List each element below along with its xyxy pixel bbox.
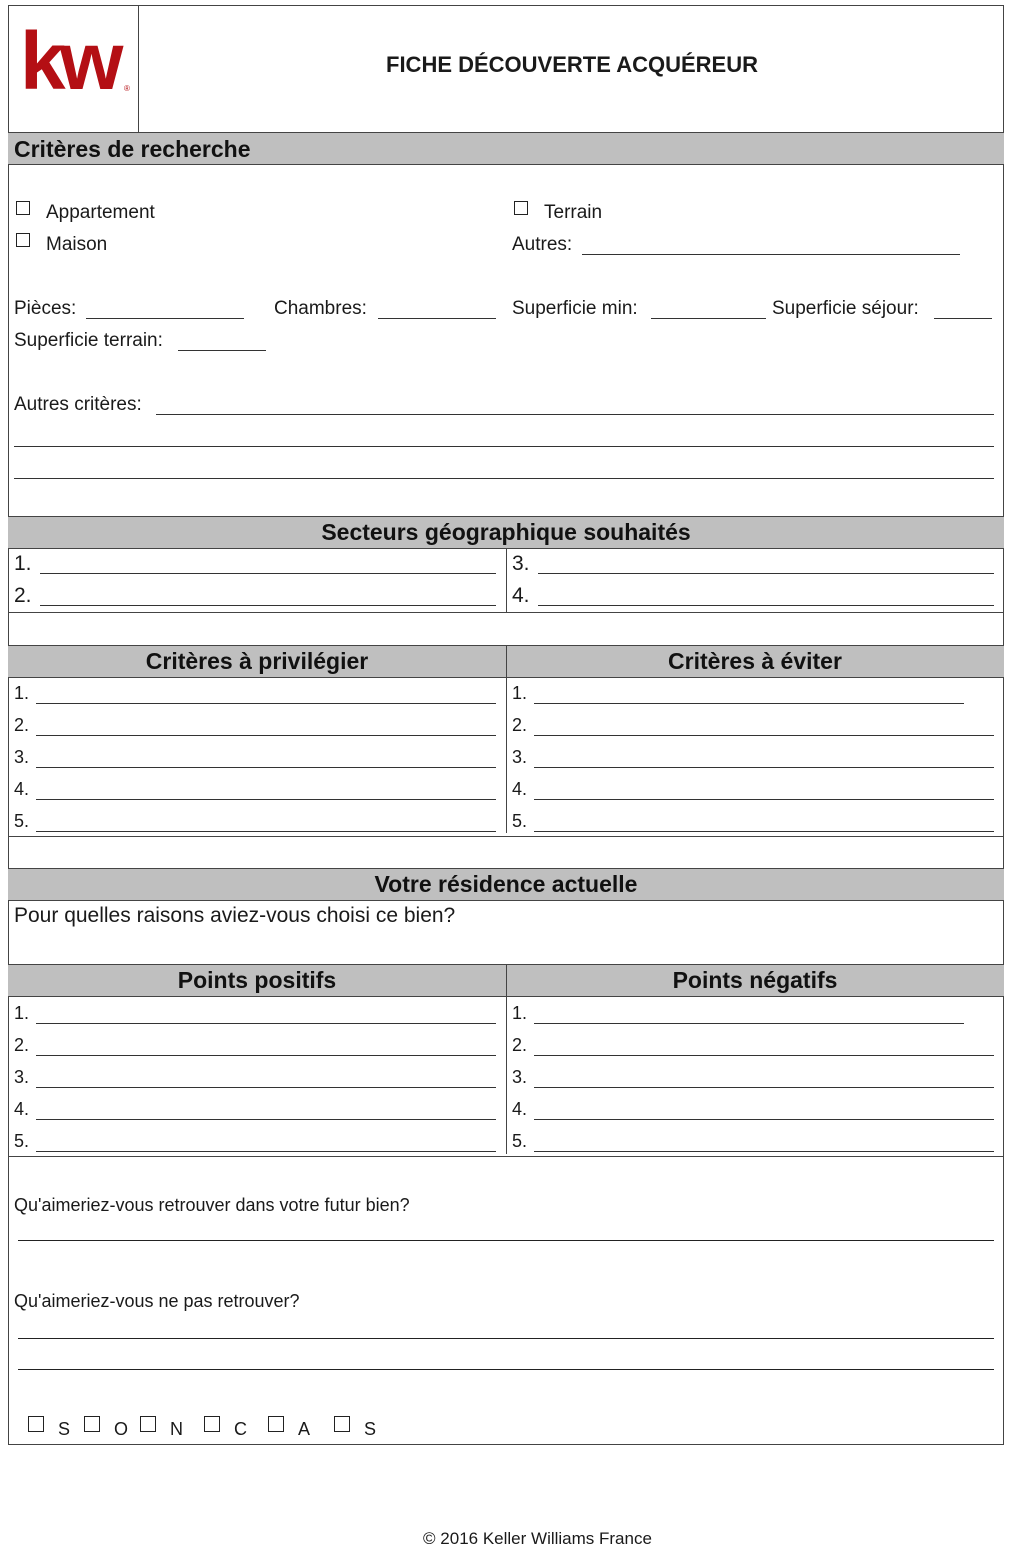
soncas-letter-2: O	[114, 1419, 129, 1439]
secteur-number-1: 1.	[14, 552, 32, 575]
soncas-checkbox-1[interactable]	[28, 1416, 44, 1432]
soncas-checkbox-6[interactable]	[334, 1416, 350, 1432]
ne-pas-retrouver-field-2[interactable]	[18, 1369, 994, 1370]
ne-pas-retrouver-field-1[interactable]	[18, 1338, 994, 1339]
points-left-number-4: 4.	[14, 1099, 30, 1119]
heading-privilegier: Critères à privilégier	[145, 648, 369, 674]
privilegier-left-field-5[interactable]	[36, 831, 496, 832]
secteur-field-1[interactable]	[40, 573, 496, 574]
soncas-letter-1: S	[58, 1419, 71, 1439]
points-divider	[506, 964, 507, 1154]
privilegier-right-field-1[interactable]	[534, 703, 964, 704]
points-right-number-3: 3.	[512, 1067, 528, 1087]
futur-bien-field[interactable]	[18, 1240, 994, 1241]
points-right-number-5: 5.	[512, 1131, 528, 1151]
points-bottom-rule	[8, 1156, 1004, 1157]
points-left-number-1: 1.	[14, 1003, 30, 1023]
points-right-field-4[interactable]	[534, 1119, 994, 1120]
label-pieces: Pièces:	[14, 298, 77, 319]
heading-eviter: Critères à éviter	[668, 648, 842, 674]
privilegier-left-number-5: 5.	[14, 811, 30, 831]
soncas-checkbox-2[interactable]	[84, 1416, 100, 1432]
points-right-field-1[interactable]	[534, 1023, 964, 1024]
label-autres: Autres:	[512, 234, 573, 255]
label-chambres: Chambres:	[274, 298, 367, 319]
chambres-field[interactable]	[378, 318, 496, 319]
secteur-field-3[interactable]	[538, 573, 994, 574]
points-left-field-1[interactable]	[36, 1023, 496, 1024]
autres-criteres-field-3[interactable]	[14, 478, 994, 479]
privilegier-right-field-2[interactable]	[534, 735, 994, 736]
autres-criteres-field-1[interactable]	[156, 414, 994, 415]
soncas-checkbox-5[interactable]	[268, 1416, 284, 1432]
autres-criteres-field-2[interactable]	[14, 446, 994, 447]
section-residence-heading: Votre résidence actuelle	[8, 868, 1004, 901]
kw-logo-text: kw	[20, 16, 118, 107]
secteur-number-4: 4.	[512, 584, 530, 607]
autres-field[interactable]	[582, 254, 960, 255]
privilegier-right-number-5: 5.	[512, 811, 528, 831]
points-left-number-2: 2.	[14, 1035, 30, 1055]
points-right-field-5[interactable]	[534, 1151, 994, 1152]
label-terrain: Terrain	[544, 202, 603, 223]
privilegier-left-number-3: 3.	[14, 747, 30, 767]
privilegier-right-number-4: 4.	[512, 779, 528, 799]
checkbox-terrain[interactable]	[514, 201, 528, 215]
secteur-number-2: 2.	[14, 584, 32, 607]
points-left-field-3[interactable]	[36, 1087, 496, 1088]
privilegier-right-field-4[interactable]	[534, 799, 994, 800]
points-right-number-1: 1.	[512, 1003, 528, 1023]
soncas-letter-3: N	[170, 1419, 183, 1439]
heading-points-positifs: Points positifs	[177, 967, 337, 993]
pieces-field[interactable]	[86, 318, 244, 319]
residence-question: Pour quelles raisons aviez-vous choisi ce bien?	[14, 904, 456, 927]
privilegier-bottom-rule	[8, 836, 1004, 837]
privilegier-left-field-1[interactable]	[36, 703, 496, 704]
points-right-field-3[interactable]	[534, 1087, 994, 1088]
secteur-field-4[interactable]	[538, 605, 994, 606]
privilegier-left-field-3[interactable]	[36, 767, 496, 768]
privilegier-right-number-2: 2.	[512, 715, 528, 735]
checkbox-maison[interactable]	[16, 233, 30, 247]
points-right-number-2: 2.	[512, 1035, 528, 1055]
soncas-checkbox-4[interactable]	[204, 1416, 220, 1432]
kw-logo	[20, 16, 130, 110]
soncas-letter-5: A	[298, 1419, 311, 1439]
privilegier-right-field-5[interactable]	[534, 831, 994, 832]
points-left-number-5: 5.	[14, 1131, 30, 1151]
soncas-letter-6: S	[364, 1419, 377, 1439]
privilegier-right-field-3[interactable]	[534, 767, 994, 768]
privilegier-left-number-4: 4.	[14, 779, 30, 799]
points-right-number-4: 4.	[512, 1099, 528, 1119]
privilegier-left-field-2[interactable]	[36, 735, 496, 736]
points-right-field-2[interactable]	[534, 1055, 994, 1056]
label-superficie-sejour: Superficie séjour:	[772, 298, 919, 319]
points-left-field-5[interactable]	[36, 1151, 496, 1152]
secteurs-divider	[506, 549, 507, 612]
points-left-number-3: 3.	[14, 1067, 30, 1087]
superficie-sejour-field[interactable]	[934, 318, 992, 319]
secteur-field-2[interactable]	[40, 605, 496, 606]
section-criteres-heading: Critères de recherche	[8, 132, 1004, 165]
label-maison: Maison	[46, 234, 108, 255]
points-left-field-4[interactable]	[36, 1119, 496, 1120]
secteur-number-3: 3.	[512, 552, 530, 575]
soncas-checkbox-3[interactable]	[140, 1416, 156, 1432]
privilegier-left-number-1: 1.	[14, 683, 30, 703]
registered-mark: ®	[124, 84, 130, 93]
privilegier-right-number-1: 1.	[512, 683, 528, 703]
question-ne-pas-retrouver: Qu'aimeriez-vous ne pas retrouver?	[14, 1291, 300, 1311]
label-superficie-terrain: Superficie terrain:	[14, 330, 163, 351]
section-secteurs-heading: Secteurs géographique souhaités	[8, 516, 1004, 549]
privilegier-left-number-2: 2.	[14, 715, 30, 735]
checkbox-appartement[interactable]	[16, 201, 30, 215]
privilegier-left-field-4[interactable]	[36, 799, 496, 800]
heading-points-negatifs: Points négatifs	[672, 967, 838, 993]
superficie-terrain-field[interactable]	[178, 350, 266, 351]
privilegier-divider	[506, 645, 507, 833]
soncas-letter-4: C	[234, 1419, 247, 1439]
label-appartement: Appartement	[46, 202, 155, 223]
superficie-min-field[interactable]	[651, 318, 766, 319]
page-title: FICHE DÉCOUVERTE ACQUÉREUR	[386, 52, 758, 77]
footer-copyright: © 2016 Keller Williams France	[423, 1529, 652, 1548]
label-superficie-min: Superficie min:	[512, 298, 638, 319]
label-autres-criteres: Autres critères:	[14, 394, 142, 415]
privilegier-right-number-3: 3.	[512, 747, 528, 767]
points-left-field-2[interactable]	[36, 1055, 496, 1056]
secteurs-bottom-rule	[8, 612, 1004, 613]
header-divider	[138, 5, 139, 133]
question-futur-bien: Qu'aimeriez-vous retrouver dans votre futur bien?	[14, 1195, 410, 1215]
